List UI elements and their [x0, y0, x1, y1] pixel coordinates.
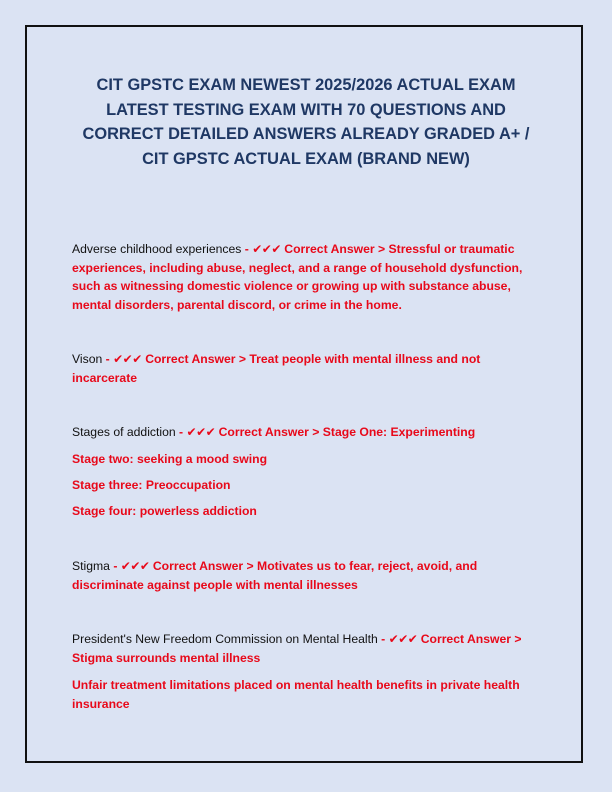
qa-item-stigma: Stigma - ✔✔✔ Correct Answer > Motivates us to fear, reject, avoid, and discriminate against people with mental illnesses	[72, 559, 478, 592]
answer-extra-line: Stage two: seeking a mood swing	[72, 452, 268, 466]
qa-item-adverse-childhood: Adverse childhood experiences - ✔✔✔ Correct Answer > Stressful or traumatic experiences, including abuse, neglect, and a range of household dysfunction, such as witnessing domestic violence or growing up with substance abuse, mental disorders, parental discord, or crime in the home.	[72, 242, 523, 312]
answer-extra-line: Stage three: Preoccupation	[72, 478, 231, 492]
document-title	[70, 73, 542, 171]
question-term: Stages of addiction	[72, 425, 176, 439]
checkmark-icon: ✔✔✔	[186, 425, 216, 439]
qa-item-stages-of-addiction: Stages of addiction - ✔✔✔ Correct Answer > Stage One: Experimenting	[72, 425, 476, 439]
answer-text: Stigma surrounds mental illness	[72, 650, 261, 665]
answer-prefix: Correct Answer >	[218, 425, 320, 439]
title-line: LATEST TESTING EXAM WITH 70 QUESTIONS AND	[106, 100, 506, 119]
qa-item-vison: Vison - ✔✔✔ Correct Answer > Treat people with mental illness and not incarcerate	[72, 352, 481, 385]
answer-text: Stressful or traumatic experiences, including abuse, neglect, and a range of household dysfunction, such as witnessing domestic violence or growing up with substance abuse, mental disorders, parental discord, or crime in the home.	[72, 242, 523, 312]
answer-text: Motivates us to fear, reject, avoid, and discriminate against people with mental illnesses	[72, 559, 478, 592]
answer-text: Treat people with mental illness and not incarcerate	[72, 352, 481, 385]
question-term: President's New Freedom Commission on Mental Health	[72, 632, 378, 646]
title-line: CIT GPSTC ACTUAL EXAM (BRAND NEW)	[142, 149, 470, 168]
checkmark-icon: ✔✔✔	[252, 242, 281, 256]
checkmark-icon: ✔✔✔	[113, 352, 142, 366]
question-term: Adverse childhood experiences	[72, 242, 242, 256]
question-term: Vison	[72, 352, 103, 366]
answer-prefix: Correct Answer >	[284, 242, 386, 256]
answer-prefix: Correct Answer >	[152, 559, 254, 573]
title-line: CIT GPSTC EXAM NEWEST 2025/2026 ACTUAL EXAM	[96, 76, 516, 94]
checkmark-icon: ✔✔✔	[388, 632, 418, 646]
checkmark-icon: ✔✔✔	[120, 559, 150, 573]
answer-text: Stage One: Experimenting	[322, 425, 476, 439]
answer-extra-line: Unfair treatment limitations placed on mental health benefits in private health insurance	[72, 678, 520, 711]
answer-prefix: Correct Answer >	[420, 632, 522, 646]
question-term: Stigma	[72, 559, 110, 573]
qa-item-presidents-commission: President's New Freedom Commission on Mental Health - ✔✔✔ Correct Answer > Stigma surrounds mental illness	[72, 632, 522, 665]
answer-prefix: Correct Answer >	[145, 352, 246, 366]
title-line: CORRECT DETAILED ANSWERS ALREADY GRADED A+ /	[82, 125, 530, 143]
answer-extra-line: Stage four: powerless addiction	[72, 504, 257, 518]
